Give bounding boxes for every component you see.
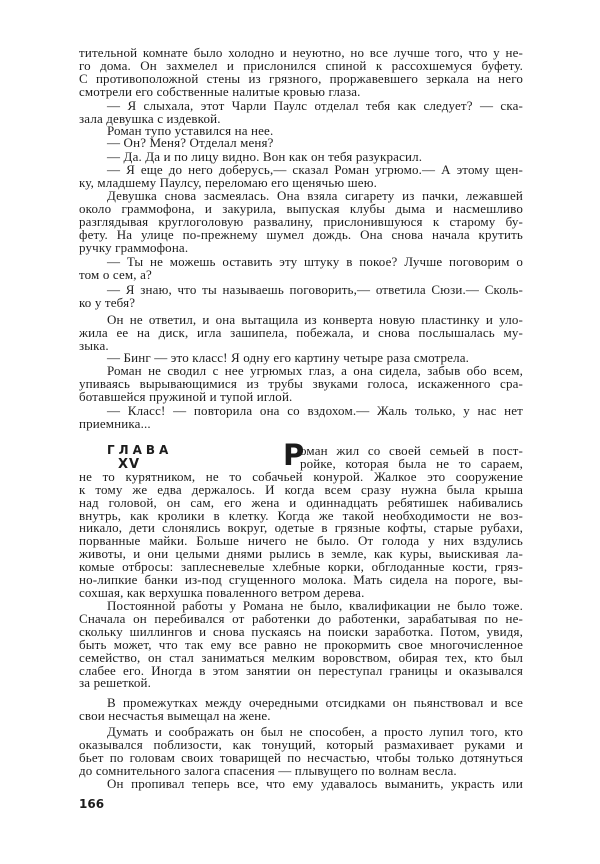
text-line: бьет по головам своих товарищей по несчастью, чтобы только дотянуться <box>79 749 523 765</box>
text-line: упиваясь вырывающимися из трубы звуками голоса, искаженного сра- <box>79 375 523 391</box>
text-line: Девушка снова засмеялась. Она взяла сигарету из пачки, лежавшей <box>107 188 523 203</box>
chapter-label: ГЛАВА <box>107 443 173 457</box>
text-line: В промежутках между очередными отсидками он пьянствовал и все <box>107 695 523 710</box>
text-line: но-липкие банки из-под сгущенного молока. Мать сидела на пороге, вы- <box>79 572 523 587</box>
text-line: том о сем, а? <box>79 266 152 282</box>
text-line: Он не ответил, и она вытащила из конверта новую пластинку и уло- <box>107 312 523 327</box>
text-line: слабее его. Иногда в этом занятии он переступал границы и оказывался <box>79 662 523 678</box>
text-line: внутрь, как кролики в клетку. Когда же такой необходимости не воз- <box>79 507 523 523</box>
text-line: к тому же едва держалось. И когда всем сразу нужна была крыша <box>79 481 523 497</box>
text-line: ройке, которая была не то сараем, <box>300 455 523 471</box>
text-line: семейство, он стал заниматься мелким воровством, обирая тех, кто был <box>79 649 523 665</box>
chapter-number: XV <box>118 457 141 472</box>
text-line: порванные майки. Больше ничего не было. От голода у них вздулись <box>79 533 523 549</box>
text-line: — Да. Да и по лицу видно. Вон как он тебя разукрасил. <box>107 149 423 164</box>
text-line: тительной комнате было холодно и неуютно, но все лучше того, что у не- <box>79 45 523 60</box>
text-line: — Бинг — это класс! Я одну его картину четыре раза смотрела. <box>107 350 470 365</box>
text-line: С противоположной стены из грязного, проржавевшего зеркала на него <box>79 70 523 86</box>
text-line: никало, дети слонялись вокруг, одетые в грязные кофты, старые рубахи, <box>79 520 523 536</box>
text-line: — Ты не можешь оставить эту штуку в покое? Лучше поговорим о <box>107 254 523 269</box>
text-line: Думать и соображать он был не способен, а просто лупил того, кто <box>107 724 523 739</box>
text-line: свои несчастья вымещал на жене. <box>79 707 271 723</box>
text-line: — Я еще до него доберусь,— сказал Роман угрюмо.— А этому щен- <box>107 162 523 177</box>
text-line: Постоянной работы у Романа не было, квалификации не было тоже. <box>107 598 523 613</box>
text-line: зала девушка с издевкой. <box>79 110 221 126</box>
text-line: скольку шиллингов и снова пускаясь на поиски заработка. Потом, увидя, <box>79 623 523 639</box>
text-line: оман жил со своей семьей в пост- <box>300 443 523 458</box>
text-line: приемника... <box>79 415 151 431</box>
text-line: ку, младшему Паулсу, переломаю его щенячью шею. <box>79 174 377 190</box>
text-line: го дома. Он захмелел и прислонился спиной к рассохшемуся буфету. <box>79 57 523 73</box>
text-line: до сомнительного залога спасения — плывущего по волнам весла. <box>79 762 457 778</box>
text-line: за решеткой. <box>79 675 152 691</box>
text-line: над головой, он сам, его жена и одиннадцать ребятишек набивались <box>79 494 523 510</box>
text-line: Сначала он перебивался от работенки до работенки, зарабатывая по не- <box>79 610 523 626</box>
drop-cap: Р <box>283 438 305 472</box>
text-line: зыка. <box>79 337 109 353</box>
text-line: Роман тупо уставился на нее. <box>107 123 274 138</box>
text-line: ботавшейся пружиной и тупой иглой. <box>79 388 293 404</box>
text-line: Роман не сводил с нее угрюмых глаз, а она сидела, забыв обо всем, <box>107 363 523 378</box>
text-line: сохшая, как верхушка поваленного ветром дерева. <box>79 584 365 600</box>
text-line: комые отбросы: заплесневелые хлебные корки, обглоданные кости, гряз- <box>79 559 523 575</box>
text-line: жила ее на диск, игла зашипела, побежала, и снова послышалась му- <box>79 324 523 340</box>
text-line: ручку граммофона. <box>79 239 189 255</box>
text-line: разглядывая круглоголовую развалину, прислонившуюся к старому бу- <box>79 213 523 229</box>
text-line: быть может, что так ему все равно не прокормить свое многочисленное <box>79 636 523 652</box>
text-line: — Я знаю, что ты называешь поговорить,— ответила Сюзи.— Сколь- <box>107 282 523 297</box>
text-line: ко у тебя? <box>79 294 136 310</box>
text-line: Он пропивал теперь все, что ему удавалось выманить, украсть или <box>107 776 523 791</box>
text-line: — Класс! — повторила она со вздохом.— Жаль только, у нас нет <box>107 403 523 418</box>
text-line: оказывался поблизости, как тонущий, который размахивает руками и <box>79 736 523 752</box>
text-line: — Я слыхала, этот Чарли Паулс отделал тебя как следует? — ска- <box>107 98 523 113</box>
text-line: смотрели его собственные налитые кровью глаза. <box>79 83 361 99</box>
text-line: около граммофона, и закурила, выпуская клубы дыма и насмешливо <box>79 200 523 216</box>
text-line: — Он? Меня? Отделал меня? <box>107 135 274 150</box>
text-line: не то курятником, не то собачьей конурой. Жалкое это сооружение <box>79 468 523 484</box>
page-number: 166 <box>79 797 105 811</box>
text-line: фету. На улице по-прежнему шумел дождь. Она снова начала крутить <box>79 226 523 242</box>
text-line: животы, и они целыми днями рылись в земле, как куры, выискивая ла- <box>79 546 523 562</box>
